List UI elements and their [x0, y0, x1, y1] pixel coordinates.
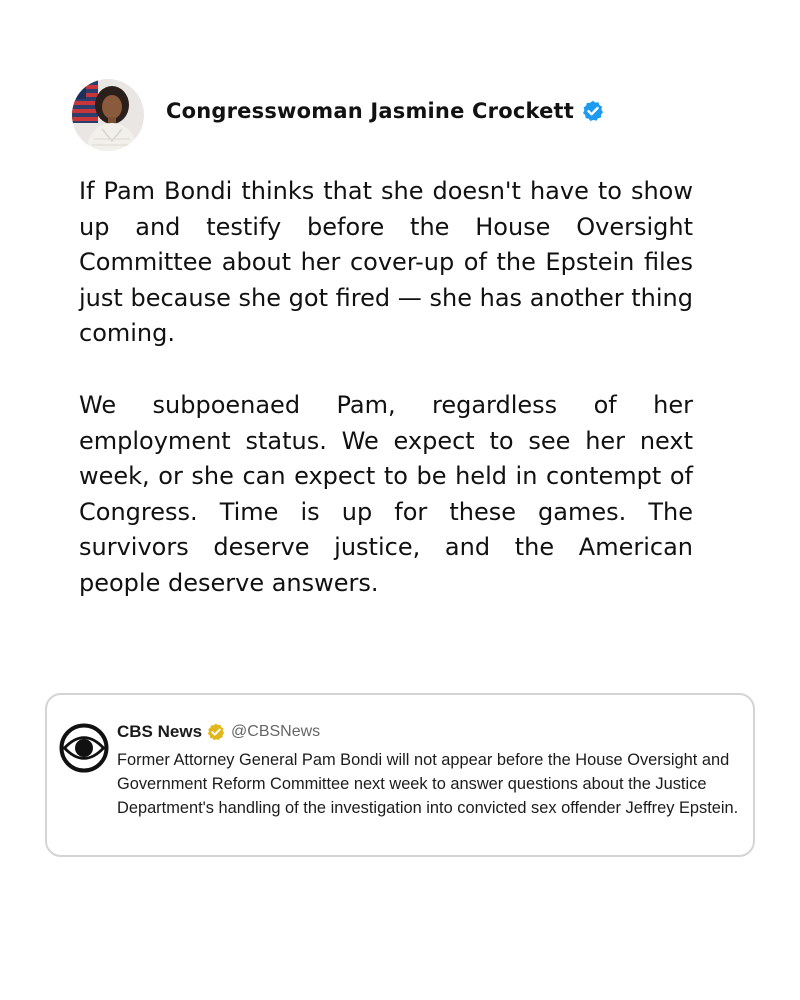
- author-block: [166, 99, 604, 123]
- cbs-eye-logo-icon: [59, 723, 109, 773]
- post-header: [72, 78, 604, 152]
- quoted-author-handle[interactable]: @CBSNews: [231, 723, 321, 740]
- gold-verified-badge-icon: [207, 723, 225, 741]
- avatar[interactable]: [72, 79, 144, 151]
- post-body: [79, 174, 693, 602]
- quoted-post-card[interactable]: [45, 693, 755, 857]
- verified-badge-icon: [582, 100, 604, 122]
- post-paragraph: We subpoenaed Pam, regardless of her employment status. We expect to see her next week, or she can expect to be held in contempt of Congress. Time is up for these games. The survivors deserve justice, and the American people deserve answers.: [79, 390, 693, 597]
- post-paragraph: If Pam Bondi thinks that she doesn't have to show up and testify before the House Oversight Committee about her cover-up of the Epstein files just because she got fired — she has another thing coming.: [79, 177, 693, 348]
- quoted-author-name[interactable]: CBS News: [117, 722, 203, 741]
- quoted-post-text: Former Attorney General Pam Bondi will not appear before the House Oversight and Government Reform Committee next week to answer questions about the Justice Department's handling of the investigation into convicted sex offender Jeffrey Epstein.: [117, 751, 739, 817]
- quoted-post-header: [117, 721, 320, 743]
- profile-photo-icon: [72, 79, 144, 151]
- author-name[interactable]: Congresswoman Jasmine Crockett: [166, 99, 574, 123]
